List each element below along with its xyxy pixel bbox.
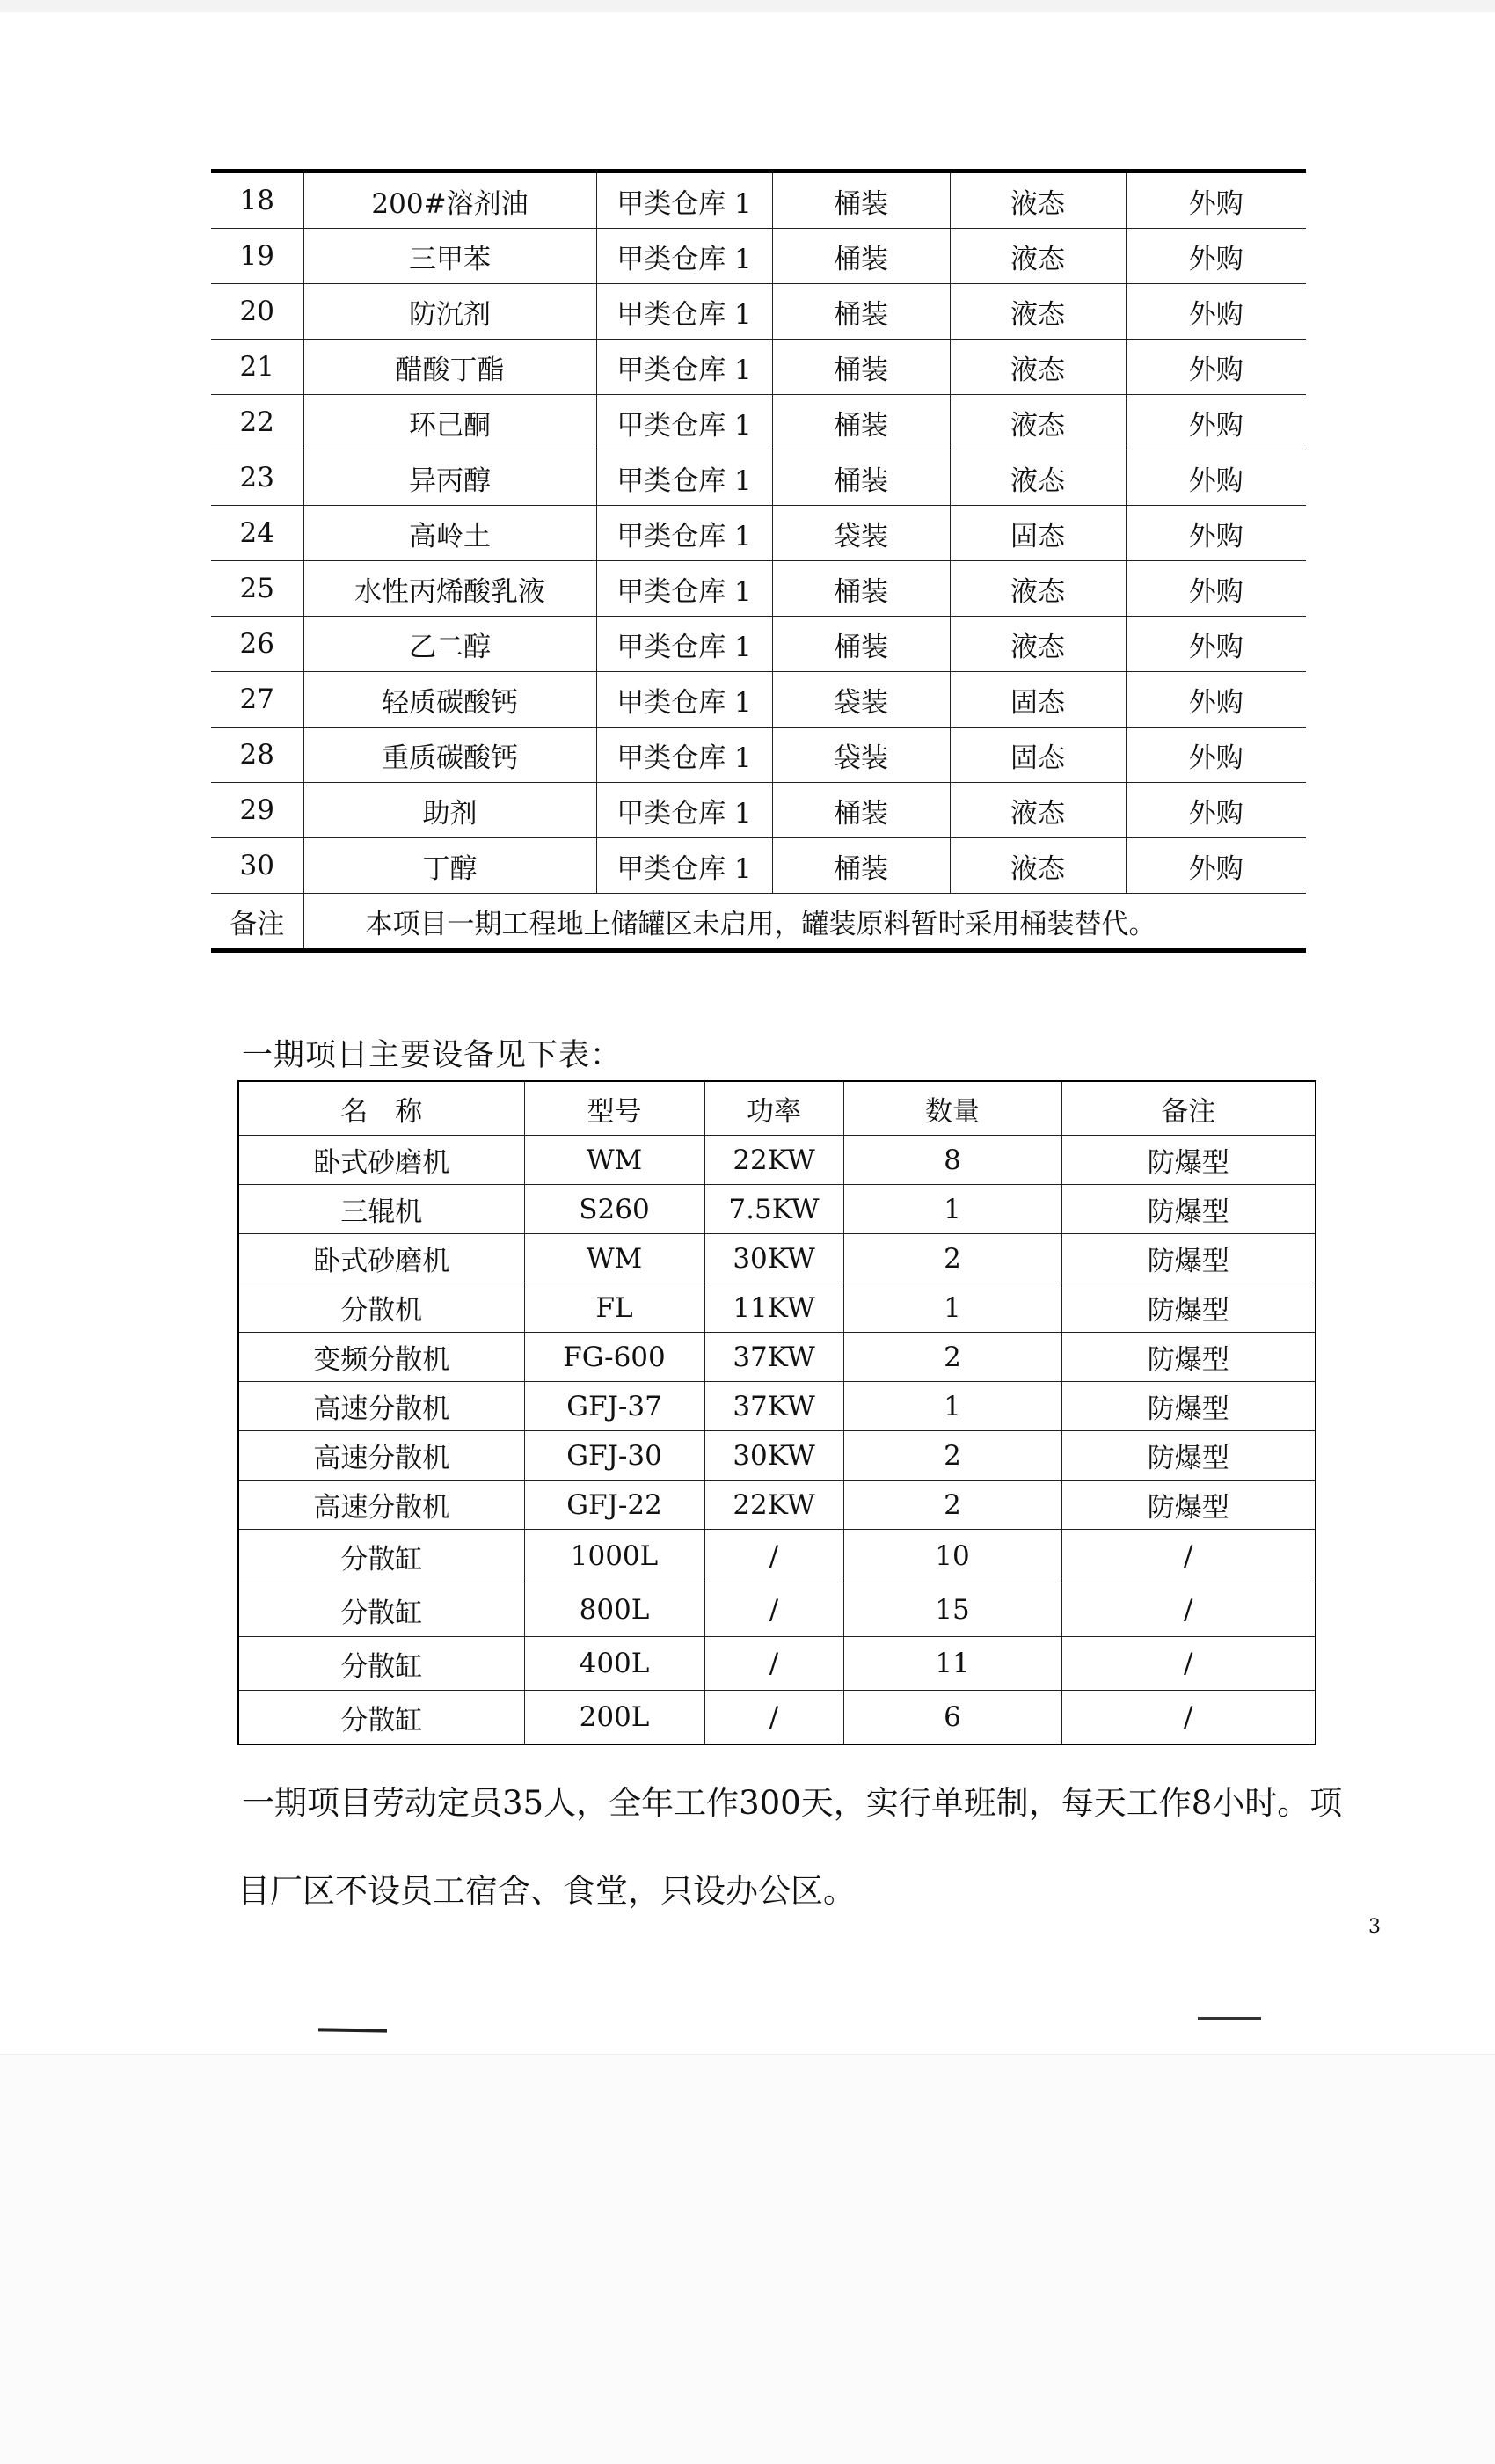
cell-pack: 桶装 xyxy=(772,838,950,894)
cell-storage: 甲类仓库 1 xyxy=(596,450,772,506)
cell-qty: 2 xyxy=(843,1481,1061,1530)
cell-storage: 甲类仓库 1 xyxy=(596,395,772,450)
cell-name: 高速分散机 xyxy=(238,1431,524,1481)
cell-name: 异丙醇 xyxy=(303,450,596,506)
cell-power: / xyxy=(704,1583,843,1637)
cell-name: 轻质碳酸钙 xyxy=(303,672,596,728)
cell-no: 25 xyxy=(211,561,303,617)
cell-pack: 桶装 xyxy=(772,783,950,838)
cell-pack: 桶装 xyxy=(772,284,950,340)
equipment-table xyxy=(237,1080,1316,1745)
cell-model: FG-600 xyxy=(524,1333,704,1382)
cell-no: 26 xyxy=(211,617,303,672)
equipment-caption: 一期项目主要设备见下表： xyxy=(242,1038,623,1073)
cell-qty: 15 xyxy=(843,1583,1061,1637)
cell-source: 外购 xyxy=(1126,672,1306,728)
cell-storage: 甲类仓库 1 xyxy=(596,506,772,561)
equipment-row xyxy=(238,1333,1316,1382)
cell-pack: 袋装 xyxy=(772,672,950,728)
cell-state: 固态 xyxy=(950,728,1126,783)
paragraph-line-2: 目厂区不设员工宿舍、食堂，只设办公区。 xyxy=(237,1872,856,1910)
cell-name: 分散缸 xyxy=(238,1530,524,1583)
cell-state: 液态 xyxy=(950,783,1126,838)
cell-model: FL xyxy=(524,1283,704,1333)
cell-source: 外购 xyxy=(1126,728,1306,783)
cell-storage: 甲类仓库 1 xyxy=(596,838,772,894)
equipment-row xyxy=(238,1481,1316,1530)
cell-note: / xyxy=(1061,1583,1316,1637)
cell-source: 外购 xyxy=(1126,284,1306,340)
cell-no: 23 xyxy=(211,450,303,506)
cell-storage: 甲类仓库 1 xyxy=(596,672,772,728)
cell-name: 分散缸 xyxy=(238,1583,524,1637)
cell-name: 防沉剂 xyxy=(303,284,596,340)
cell-qty: 10 xyxy=(843,1530,1061,1583)
cell-power: 7.5KW xyxy=(704,1185,843,1234)
cell-state: 液态 xyxy=(950,172,1126,229)
cell-model: GFJ-22 xyxy=(524,1481,704,1530)
material-row xyxy=(211,506,1306,561)
cell-source: 外购 xyxy=(1126,450,1306,506)
cell-storage: 甲类仓库 1 xyxy=(596,728,772,783)
cell-pack: 桶装 xyxy=(772,229,950,284)
cell-note: / xyxy=(1061,1637,1316,1691)
cell-name: 200#溶剂油 xyxy=(303,172,596,229)
cell-no: 19 xyxy=(211,229,303,284)
scan-edge-top xyxy=(0,0,1495,12)
cell-source: 外购 xyxy=(1126,617,1306,672)
cell-qty: 2 xyxy=(843,1333,1061,1382)
remark-text: 本项目一期工程地上储罐区未启用，罐装原料暂时采用桶装替代。 xyxy=(303,894,1306,951)
material-row xyxy=(211,340,1306,395)
cell-no: 21 xyxy=(211,340,303,395)
cell-note: 防爆型 xyxy=(1061,1431,1316,1481)
header-model: 型号 xyxy=(524,1081,704,1136)
cell-source: 外购 xyxy=(1126,340,1306,395)
cell-model: 200L xyxy=(524,1691,704,1745)
cell-note: 防爆型 xyxy=(1061,1136,1316,1185)
cell-no: 27 xyxy=(211,672,303,728)
cell-name: 卧式砂磨机 xyxy=(238,1234,524,1283)
cell-model: WM xyxy=(524,1136,704,1185)
cell-storage: 甲类仓库 1 xyxy=(596,229,772,284)
equipment-row xyxy=(238,1583,1316,1637)
cell-no: 29 xyxy=(211,783,303,838)
cell-no: 24 xyxy=(211,506,303,561)
cell-name: 高速分散机 xyxy=(238,1481,524,1530)
cell-power: 37KW xyxy=(704,1333,843,1382)
cell-name: 高岭土 xyxy=(303,506,596,561)
cell-storage: 甲类仓库 1 xyxy=(596,340,772,395)
cell-state: 液态 xyxy=(950,561,1126,617)
cell-power: 30KW xyxy=(704,1234,843,1283)
cell-no: 22 xyxy=(211,395,303,450)
cell-power: 22KW xyxy=(704,1481,843,1530)
cell-note: 防爆型 xyxy=(1061,1333,1316,1382)
cell-source: 外购 xyxy=(1126,561,1306,617)
cell-pack: 桶装 xyxy=(772,561,950,617)
cell-name: 助剂 xyxy=(303,783,596,838)
material-row xyxy=(211,450,1306,506)
cell-storage: 甲类仓库 1 xyxy=(596,561,772,617)
cell-state: 固态 xyxy=(950,672,1126,728)
header-name: 名 称 xyxy=(238,1081,524,1136)
cell-qty: 8 xyxy=(843,1136,1061,1185)
cell-name: 醋酸丁酯 xyxy=(303,340,596,395)
cell-power: / xyxy=(704,1691,843,1745)
cell-source: 外购 xyxy=(1126,395,1306,450)
cell-name: 高速分散机 xyxy=(238,1382,524,1431)
material-row xyxy=(211,783,1306,838)
cell-power: 11KW xyxy=(704,1283,843,1333)
cell-name: 三甲苯 xyxy=(303,229,596,284)
material-row xyxy=(211,229,1306,284)
header-power: 功率 xyxy=(704,1081,843,1136)
cell-pack: 桶装 xyxy=(772,617,950,672)
cell-source: 外购 xyxy=(1126,229,1306,284)
header-quantity: 数量 xyxy=(843,1081,1061,1136)
cell-model: WM xyxy=(524,1234,704,1283)
cell-no: 30 xyxy=(211,838,303,894)
cell-qty: 2 xyxy=(843,1431,1061,1481)
cell-qty: 6 xyxy=(843,1691,1061,1745)
equipment-row xyxy=(238,1283,1316,1333)
equipment-row xyxy=(238,1136,1316,1185)
cell-pack: 桶装 xyxy=(772,395,950,450)
cell-name: 重质碳酸钙 xyxy=(303,728,596,783)
scan-mark-right xyxy=(1198,2017,1261,2020)
cell-note: 防爆型 xyxy=(1061,1234,1316,1283)
cell-model: 400L xyxy=(524,1637,704,1691)
cell-name: 水性丙烯酸乳液 xyxy=(303,561,596,617)
materials-remark-row xyxy=(211,894,1306,951)
cell-qty: 1 xyxy=(843,1382,1061,1431)
cell-note: / xyxy=(1061,1530,1316,1583)
cell-name: 乙二醇 xyxy=(303,617,596,672)
cell-source: 外购 xyxy=(1126,172,1306,229)
cell-qty: 11 xyxy=(843,1637,1061,1691)
equipment-row xyxy=(238,1382,1316,1431)
paragraph-line-1: 一期项目劳动定员35人，全年工作300天，实行单班制，每天工作8小时。项 xyxy=(242,1784,1343,1822)
cell-note: / xyxy=(1061,1691,1316,1745)
equipment-row xyxy=(238,1691,1316,1745)
cell-model: GFJ-30 xyxy=(524,1431,704,1481)
cell-name: 三辊机 xyxy=(238,1185,524,1234)
cell-storage: 甲类仓库 1 xyxy=(596,284,772,340)
cell-pack: 袋装 xyxy=(772,728,950,783)
cell-model: GFJ-37 xyxy=(524,1382,704,1431)
cell-storage: 甲类仓库 1 xyxy=(596,783,772,838)
scan-margin-bottom xyxy=(0,2054,1495,2464)
cell-power: 30KW xyxy=(704,1431,843,1481)
cell-note: 防爆型 xyxy=(1061,1185,1316,1234)
cell-no: 20 xyxy=(211,284,303,340)
material-row xyxy=(211,672,1306,728)
cell-no: 18 xyxy=(211,172,303,229)
materials-table-body xyxy=(211,172,1306,894)
cell-note: 防爆型 xyxy=(1061,1382,1316,1431)
cell-qty: 1 xyxy=(843,1185,1061,1234)
material-row xyxy=(211,172,1306,229)
cell-storage: 甲类仓库 1 xyxy=(596,172,772,229)
cell-model: S260 xyxy=(524,1185,704,1234)
cell-note: 防爆型 xyxy=(1061,1283,1316,1333)
material-row xyxy=(211,561,1306,617)
material-row xyxy=(211,395,1306,450)
cell-name: 变频分散机 xyxy=(238,1333,524,1382)
cell-model: 1000L xyxy=(524,1530,704,1583)
cell-power: / xyxy=(704,1530,843,1583)
cell-name: 环己酮 xyxy=(303,395,596,450)
remark-label: 备注 xyxy=(211,894,303,951)
page-number: 3 xyxy=(1368,1916,1381,1938)
cell-note: 防爆型 xyxy=(1061,1481,1316,1530)
material-row xyxy=(211,838,1306,894)
equipment-table-body xyxy=(238,1136,1316,1745)
cell-name: 分散缸 xyxy=(238,1637,524,1691)
cell-name: 分散缸 xyxy=(238,1691,524,1745)
cell-model: 800L xyxy=(524,1583,704,1637)
material-row xyxy=(211,617,1306,672)
scan-mark-left xyxy=(318,2028,387,2032)
cell-name: 分散机 xyxy=(238,1283,524,1333)
cell-state: 液态 xyxy=(950,284,1126,340)
cell-power: 37KW xyxy=(704,1382,843,1431)
cell-pack: 桶装 xyxy=(772,450,950,506)
equipment-row xyxy=(238,1637,1316,1691)
cell-no: 28 xyxy=(211,728,303,783)
cell-qty: 2 xyxy=(843,1234,1061,1283)
equipment-row xyxy=(238,1185,1316,1234)
equipment-header-row xyxy=(238,1081,1316,1136)
material-row xyxy=(211,728,1306,783)
cell-name: 卧式砂磨机 xyxy=(238,1136,524,1185)
cell-power: / xyxy=(704,1637,843,1691)
cell-state: 液态 xyxy=(950,617,1126,672)
cell-state: 液态 xyxy=(950,340,1126,395)
cell-source: 外购 xyxy=(1126,838,1306,894)
cell-pack: 桶装 xyxy=(772,340,950,395)
cell-name: 丁醇 xyxy=(303,838,596,894)
cell-power: 22KW xyxy=(704,1136,843,1185)
cell-state: 液态 xyxy=(950,229,1126,284)
material-row xyxy=(211,284,1306,340)
cell-state: 液态 xyxy=(950,838,1126,894)
cell-source: 外购 xyxy=(1126,506,1306,561)
cell-pack: 袋装 xyxy=(772,506,950,561)
cell-state: 固态 xyxy=(950,506,1126,561)
cell-qty: 1 xyxy=(843,1283,1061,1333)
materials-table xyxy=(211,169,1306,953)
cell-state: 液态 xyxy=(950,450,1126,506)
equipment-row xyxy=(238,1234,1316,1283)
cell-source: 外购 xyxy=(1126,783,1306,838)
header-note: 备注 xyxy=(1061,1081,1316,1136)
staffing-paragraph xyxy=(237,1759,1403,1935)
equipment-row xyxy=(238,1530,1316,1583)
cell-state: 液态 xyxy=(950,395,1126,450)
cell-pack: 桶装 xyxy=(772,172,950,229)
cell-storage: 甲类仓库 1 xyxy=(596,617,772,672)
equipment-row xyxy=(238,1431,1316,1481)
